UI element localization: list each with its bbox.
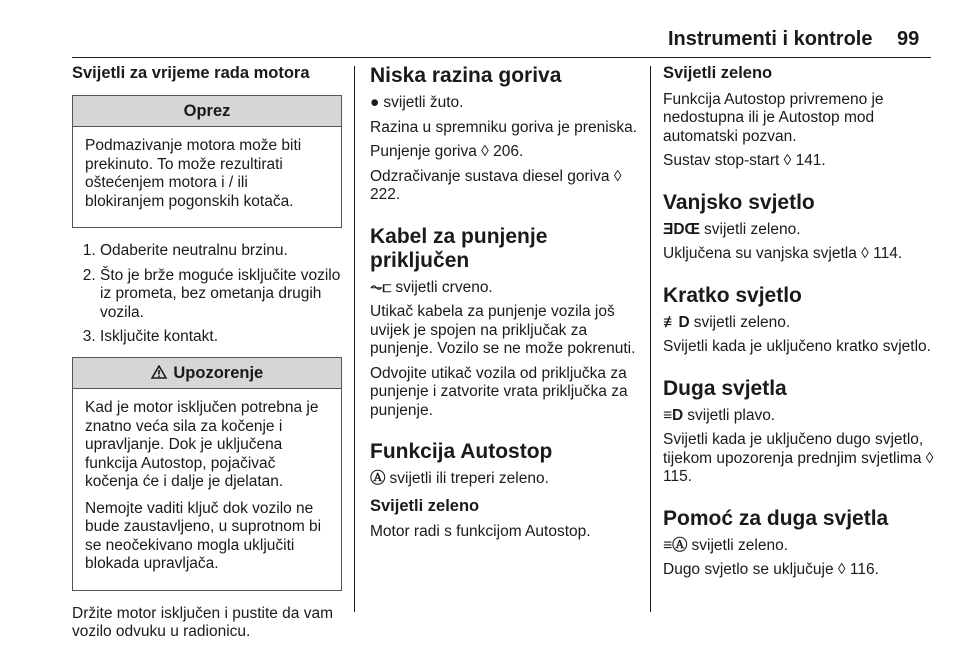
caution-text: Podmazivanje motora može biti prekinuto. To može rezultirati oštećenjem motora i / ili blokiranjem pogonskih kotača. xyxy=(85,137,302,210)
caution-title: Oprez xyxy=(73,96,341,128)
fuel-text-2: Punjenje goriva ◊ 206. xyxy=(370,143,524,160)
subheading-green: Svijetli zeleno xyxy=(370,496,480,515)
assist-status: svijetli zeleno. xyxy=(691,536,789,554)
cable-text-1: Utikač kabela za punjenje vozila još uvijek je spojen na priključak za punjenje. Vozilo se ne može pokrenuti. xyxy=(370,303,636,357)
lowbeam-status: svijetli zeleno. xyxy=(693,313,791,331)
highbeam-status: svijetli plavo. xyxy=(687,406,776,424)
autostop-icon: Ⓐ xyxy=(370,470,386,487)
subheading-green-2: Svijetli zeleno xyxy=(663,64,773,82)
cable-text-2: Odvojite utikač vozila od priključka za punjenje i zatvorite vrata priključka za punjenje. xyxy=(370,364,628,419)
step-item: 1. Odaberite neutralnu brzinu. xyxy=(100,242,342,261)
step-item: 2. Što je brže moguće isključite vozilo iz prometa, bez ometanja drugih vozila. xyxy=(100,267,342,323)
step-item: 3. Isključite kontakt. xyxy=(100,328,342,347)
warning-triangle-icon xyxy=(151,364,172,382)
column-2 xyxy=(370,64,638,548)
cable-status: svijetli crveno. xyxy=(395,278,493,296)
green-text-2: Sustav stop-start ◊ 141. xyxy=(663,152,826,169)
heading-low-fuel: Niska razina goriva xyxy=(370,64,562,87)
column-1 xyxy=(72,64,342,648)
closing-text: Držite motor isključen i pustite da vam vozilo odvuku u radionicu. xyxy=(72,604,334,640)
steps-list xyxy=(72,242,342,347)
low-beam-icon: ≢D xyxy=(663,313,690,331)
warning-text-2: Nemojte vaditi ključ dok vozilo ne bude zaustavljeno, u suprotnom bi se neočekivano mogla uključiti blokada upravljača. xyxy=(85,499,322,572)
header-divider xyxy=(72,57,931,58)
column-3 xyxy=(663,64,938,586)
lowbeam-text: Svijetli kada je uključeno kratko svjetlo. xyxy=(663,338,931,355)
warning-title: Upozorenje xyxy=(173,363,264,382)
section-title-engine-running: Svijetli za vrijeme rada motora xyxy=(72,64,310,82)
fuel-status: svijetli žuto. xyxy=(383,94,464,111)
green-text-1: Funkcija Autostop privremeno je nedostupna ili je Autostop mod automatski pozvan. xyxy=(663,90,884,145)
exterior-text: Uključena su vanjska svjetla ◊ 114. xyxy=(663,245,903,262)
column-divider-2 xyxy=(650,66,651,612)
warning-box xyxy=(72,357,342,591)
fuel-text-3: Odzračivanje sustava diesel goriva ◊ 222. xyxy=(370,167,622,203)
warning-text-1: Kad je motor isključen potrebna je znatno veća sila za kočenje i upravljanje. Dok je uključena funkcija Autostop, pojačivač kočenja će i dalje je djelatan. xyxy=(85,399,319,490)
charging-cable-icon: ⏦⊏ xyxy=(370,278,392,296)
heading-autostop: Funkcija Autostop xyxy=(370,440,553,463)
autostop-status: svijetli ili treperi zeleno. xyxy=(389,470,549,487)
fuel-bullet-icon: ● xyxy=(370,94,380,111)
heading-exterior-light: Vanjsko svjetlo xyxy=(663,190,815,214)
column-divider-1 xyxy=(354,66,355,612)
heading-high-beam-assist: Pomoć za duga svjetla xyxy=(663,506,889,530)
high-beam-assist-icon: ≡Ⓐ xyxy=(663,536,688,554)
fuel-text-1: Razina u spremniku goriva je preniska. xyxy=(370,118,638,136)
high-beam-icon: ≡D xyxy=(663,406,684,424)
page-header-title: Instrumenti i kontrole xyxy=(668,28,873,50)
caution-box xyxy=(72,95,342,229)
heading-low-beam: Kratko svjetlo xyxy=(663,283,802,307)
exterior-status: svijetli zeleno. xyxy=(704,220,801,238)
exterior-light-icon: ƎDŒ xyxy=(663,220,701,238)
heading-charging-cable: Kabel za punjenje priključen xyxy=(370,224,548,272)
highbeam-text: Svijetli kada je uključeno dugo svjetlo, tijekom upozorenja prednjim svjetlima ◊ 115. xyxy=(663,431,934,485)
autostop-text: Motor radi s funkcijom Autostop. xyxy=(370,523,591,540)
assist-text: Dugo svjetlo se uključuje ◊ 116. xyxy=(663,561,879,578)
page-number: 99 xyxy=(897,28,920,50)
heading-high-beam: Duga svjetla xyxy=(663,376,787,400)
